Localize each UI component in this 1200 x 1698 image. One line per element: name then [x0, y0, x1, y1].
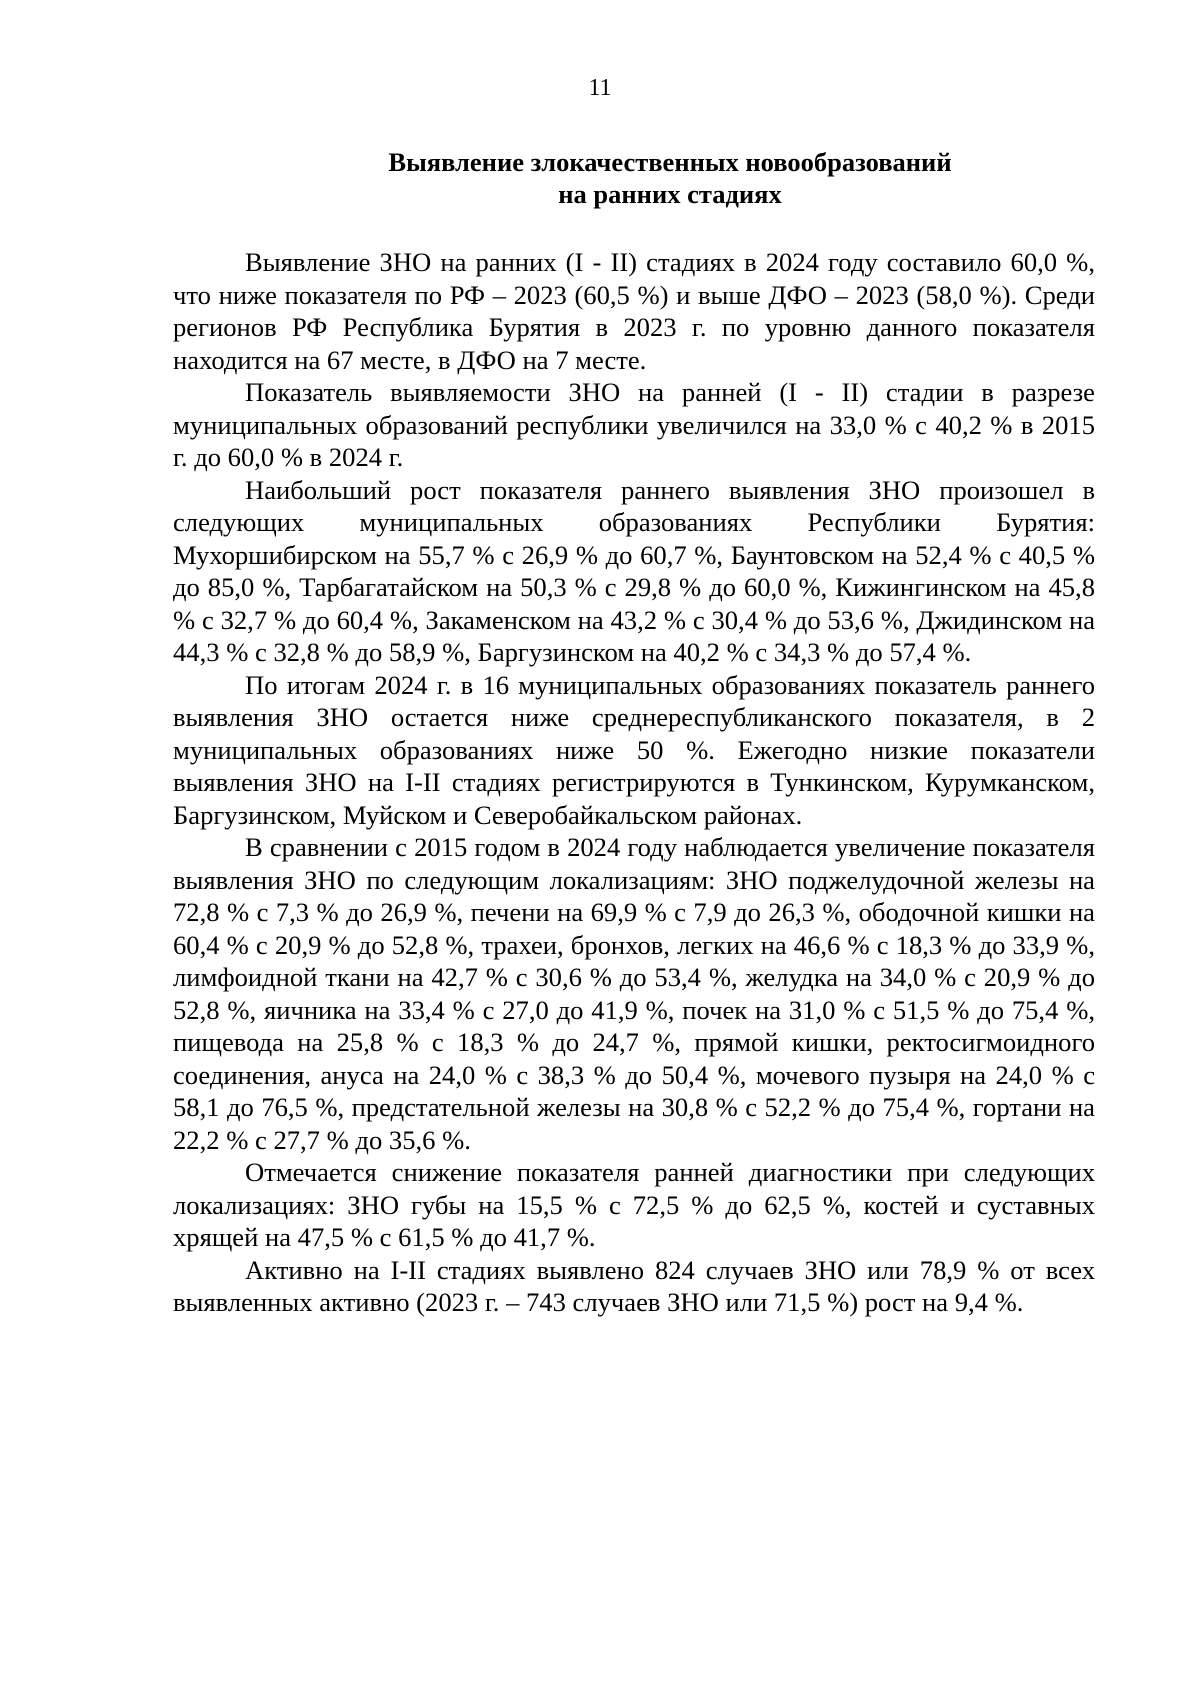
paragraph-top-growth-districts: Наибольший рост показателя раннего выявления ЗНО произошел в следующих муниципальных образованиях Республики Бурятия: Мухоршибирском на 55,7 % с 26,9 % до 60,7 %, Баунтовском на 52,4 % с 40,5 % до 85,0 %, Тарбагатайском на 50,3 % с 29,8 % до 60,0 %, Кижингинском на 45,8 % с 32,7 % до 60,4 %, Закаменском на 43,2 % с 30,4 % до 53,6 %, Джидинском на 44,3 % с 32,8 % до 58,9 %, Баргузинском на 40,2 % с 34,3 % до 57,4 %.	[173, 474, 1095, 667]
paragraph-localization-decrease: Отмечается снижение показателя ранней диагностики при следующих локализациях: ЗНО губы на 15,5 % с 72,5 % до 62,5 %, костей и суставных хрящей на 47,5 % с 61,5 % до 41,7 %.	[173, 1157, 1095, 1252]
section-title-line-1: Выявление злокачественных новообразований	[388, 147, 952, 177]
paragraph-early-detection-rate: Выявление ЗНО на ранних (I - II) стадиях в 2024 году составило 60,0 %, что ниже показателя по РФ – 2023 (60,5 %) и выше ДФО – 2023 (58,0 %). Среди регионов РФ Республика Бурятия в 2023 г. по уровню данного показателя находится на 67 месте, в ДФО на 7 месте.	[173, 247, 1095, 375]
section-title-line-2: на ранних стадиях	[558, 179, 782, 209]
section-title	[230, 146, 1110, 210]
paragraph-municipal-growth: Показатель выявляемости ЗНО на ранней (I - II) стадии в разрезе муниципальных образований республики увеличился на 33,0 % с 40,2 % в 2015 г. до 60,0 % в 2024 г.	[173, 377, 1095, 472]
body-text	[173, 246, 1095, 1319]
page-number: 11	[588, 75, 612, 101]
paragraph-active-detection: Активно на I-II стадиях выявлено 824 случаев ЗНО или 78,9 % от всех выявленных активно (2023 г. – 743 случаев ЗНО или 71,5 %) рост на 9,4 %.	[173, 1254, 1095, 1317]
paragraph-below-average-districts: По итогам 2024 г. в 16 муниципальных образованиях показатель раннего выявления ЗНО остается ниже среднереспубликанского показателя, в 2 муниципальных образованиях ниже 50 %. Ежегодно низкие показатели выявления ЗНО на I-II стадиях регистрируются в Тункинском, Курумканском, Баргузинском, Муйском и Северобайкальском районах.	[173, 669, 1095, 830]
paragraph-localization-increase: В сравнении с 2015 годом в 2024 году наблюдается увеличение показателя выявления ЗНО по следующим локализациям: ЗНО поджелудочной железы на 72,8 % с 7,3 % до 26,9 %, печени на 69,9 % с 7,9 до 26,3 %, ободочной кишки на 60,4 % с 20,9 % до 52,8 %, трахеи, бронхов, легких на 46,6 % с 18,3 % до 33,9 %, лимфоидной ткани на 42,7 % с 30,6 % до 53,4 %, желудка на 34,0 % с 20,9 % до 52,8 %, яичника на 33,4 % с 27,0 до 41,9 %, почек на 31,0 % с 51,5 % до 75,4 %, пищевода на 25,8 % с 18,3 % до 24,7 %, прямой кишки, ректосигмоидного соединения, ануса на 24,0 % с 38,3 % до 50,4 %, мочевого пузыря на 24,0 % с 58,1 до 76,5 %, предстательной железы на 30,8 % с 52,2 % до 75,4 %, гортани на 22,2 % с 27,7 % до 35,6 %.	[173, 832, 1095, 1155]
